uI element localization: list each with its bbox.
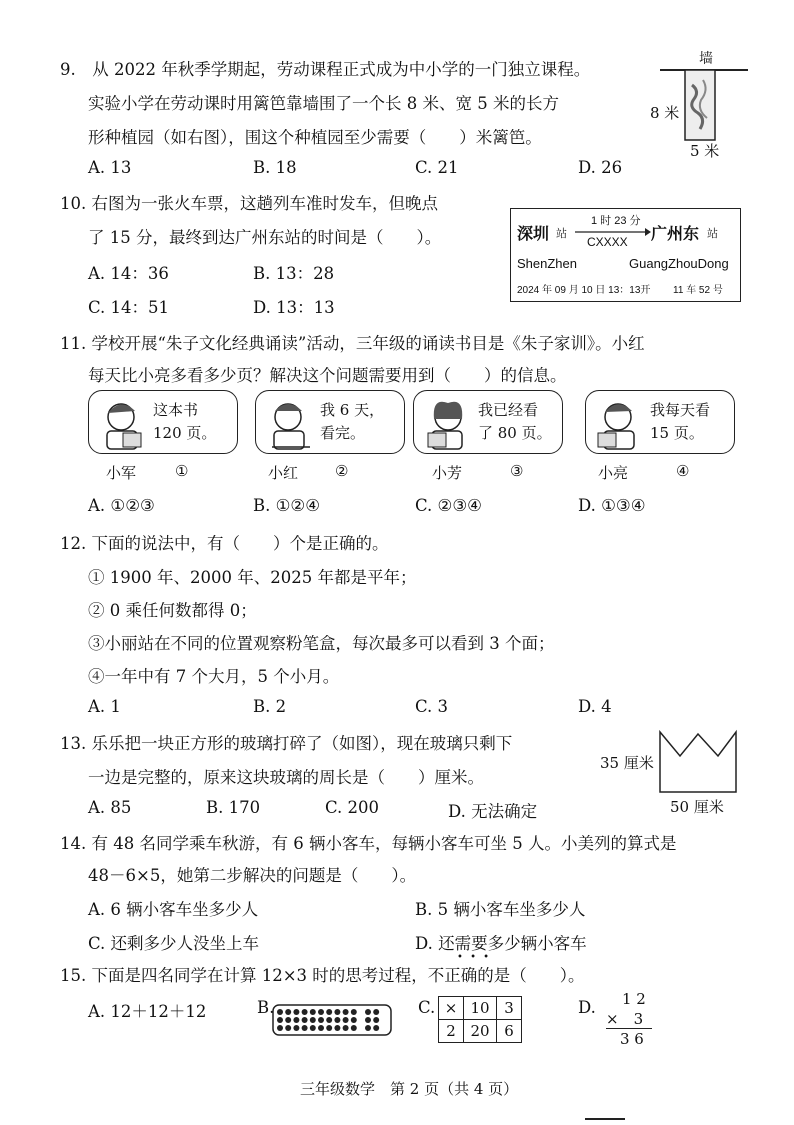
ticket-to-suffix: 站 bbox=[707, 228, 718, 240]
speech-bubble-2 bbox=[255, 390, 405, 454]
ticket-to-pinyin: GuangZhouDong bbox=[629, 256, 729, 271]
dot bbox=[343, 1025, 349, 1031]
q9-option-a[interactable]: A. 13 bbox=[88, 158, 132, 177]
q11-line1: 11. 学校开展“朱子文化经典诵读”活动，三年级的诵读书目是《朱子家训》。小红 bbox=[60, 334, 645, 353]
q14-option-d[interactable]: D. 还需要多少辆小客车 bbox=[415, 934, 587, 953]
vertical-top: 1 2 bbox=[622, 990, 646, 1008]
q13-option-c[interactable]: C. 200 bbox=[325, 798, 380, 817]
q12-option-d[interactable]: D. 4 bbox=[578, 697, 612, 716]
q10-line1: 10. 右图为一张火车票，这趟列车准时发车，但晚点 bbox=[60, 194, 438, 213]
q12-option-a[interactable]: A. 1 bbox=[88, 697, 121, 716]
ticket-date: 2024 年 09 月 10 日 13：13开 bbox=[517, 285, 651, 296]
vertical-rule bbox=[606, 1028, 652, 1029]
q11-option-c[interactable]: C. ②③④ bbox=[415, 496, 482, 515]
q13-option-b[interactable]: B. 170 bbox=[206, 798, 261, 817]
bubble-4-name: 小亮 bbox=[598, 464, 629, 482]
dot bbox=[326, 1009, 332, 1015]
bubble-2-line1: 我 6 天， bbox=[320, 401, 385, 419]
ticket-from: 深圳 bbox=[517, 224, 550, 243]
student-icon bbox=[594, 397, 646, 451]
q15-line1: 15. 下面是四名同学在计算 12×3 时的思考过程，不正确的是（ ）。 bbox=[60, 966, 585, 985]
q12-statement-4: ④一年中有 7 个大月，5 个小月。 bbox=[88, 667, 340, 686]
dot bbox=[334, 1009, 340, 1015]
speech-bubble-4 bbox=[585, 390, 735, 454]
dot bbox=[310, 1025, 316, 1031]
bubble-3-line2: 了 80 页。 bbox=[478, 424, 552, 442]
dot-array-diagram bbox=[272, 1004, 394, 1038]
bubble-1-line1: 这本书 bbox=[153, 401, 199, 419]
q13-line2: 一边是完整的，原来这块玻璃的周长是（ ）厘米。 bbox=[88, 768, 484, 787]
table-cell: 20 bbox=[464, 1020, 497, 1043]
width-label: 5 米 bbox=[690, 142, 720, 160]
ticket-duration: 1 时 23 分 bbox=[591, 215, 641, 227]
dot bbox=[302, 1017, 308, 1023]
q10-option-b[interactable]: B. 13：28 bbox=[253, 264, 335, 283]
ticket-from-pinyin: ShenZhen bbox=[517, 256, 577, 271]
dot bbox=[293, 1025, 299, 1031]
q10-option-c[interactable]: C. 14：51 bbox=[88, 298, 170, 317]
dot bbox=[351, 1017, 357, 1023]
bubble-2-line2: 看完。 bbox=[320, 424, 366, 442]
wall-label: 墙 bbox=[699, 51, 713, 67]
q14-line2: 48－6×5，她第二步解决的问题是（ ）。 bbox=[88, 866, 417, 885]
q14-option-c[interactable]: C. 还剩多少人没坐上车 bbox=[88, 934, 260, 953]
q9-line3: 形种植园（如右图），围这个种植园至少需要（ ）米篱笆。 bbox=[88, 128, 542, 147]
q13-line1: 13. 乐乐把一块正方形的玻璃打碎了（如图），现在玻璃只剩下 bbox=[60, 734, 513, 753]
bubble-3-line1: 我已经看 bbox=[478, 401, 539, 419]
q12-statement-3: ③小丽站在不同的位置观察粉笔盒，每次最多可以看到 3 个面； bbox=[88, 634, 555, 653]
q11-option-a[interactable]: A. ①②③ bbox=[88, 496, 155, 515]
q11-option-d[interactable]: D. ①③④ bbox=[578, 496, 646, 515]
q14-option-b[interactable]: B. 5 辆小客车坐多少人 bbox=[415, 900, 586, 919]
q13-figure bbox=[600, 728, 770, 818]
speech-bubble-1 bbox=[88, 390, 238, 454]
bubble-1-num: ① bbox=[175, 462, 189, 480]
bottom-length-label: 50 厘米 bbox=[670, 798, 724, 816]
dot bbox=[293, 1017, 299, 1023]
q14-option-a[interactable]: A. 6 辆小客车坐多少人 bbox=[88, 900, 259, 919]
broken-glass-diagram bbox=[658, 728, 738, 794]
dot bbox=[334, 1025, 340, 1031]
q9-option-d[interactable]: D. 26 bbox=[578, 158, 623, 177]
ticket-to: 广州东 bbox=[651, 224, 700, 243]
q9-line2: 实验小学在劳动课时用篱笆靠墙围了一个长 8 米、宽 5 米的长方 bbox=[88, 94, 559, 113]
q15-option-a[interactable]: A. 12＋12＋12 bbox=[88, 1002, 207, 1021]
dot bbox=[302, 1025, 308, 1031]
bubble-4-line1: 我每天看 bbox=[650, 401, 711, 419]
dot-array-group bbox=[273, 1005, 391, 1035]
side-length-label: 35 厘米 bbox=[600, 754, 654, 772]
dot bbox=[285, 1009, 291, 1015]
dot bbox=[334, 1017, 340, 1023]
q10-option-a[interactable]: A. 14：36 bbox=[88, 264, 169, 283]
q9-option-c[interactable]: C. 21 bbox=[415, 158, 459, 177]
dot bbox=[373, 1009, 379, 1015]
q15-option-b[interactable]: B. bbox=[257, 998, 275, 1017]
bubble-4-line2: 15 页。 bbox=[650, 424, 704, 442]
emphasis-dots: • • • bbox=[457, 952, 492, 963]
bubble-2-name: 小红 bbox=[268, 464, 299, 482]
dot bbox=[365, 1009, 371, 1015]
bubble-1-name: 小军 bbox=[106, 464, 137, 482]
q9-figure bbox=[640, 40, 760, 160]
q11-option-b[interactable]: B. ①②④ bbox=[253, 496, 320, 515]
dot bbox=[285, 1025, 291, 1031]
q13-option-a[interactable]: A. 85 bbox=[88, 798, 132, 817]
table-cell: 3 bbox=[497, 997, 522, 1020]
vertical-bottom: 3 6 bbox=[620, 1030, 644, 1048]
multiplication-table bbox=[438, 996, 522, 1043]
dot bbox=[373, 1017, 379, 1023]
dot bbox=[343, 1009, 349, 1015]
bubble-1-line2: 120 页。 bbox=[153, 424, 217, 442]
dot bbox=[326, 1017, 332, 1023]
dot bbox=[310, 1009, 316, 1015]
ticket-train: CXXXX bbox=[587, 235, 628, 249]
dot bbox=[310, 1017, 316, 1023]
q11-line2: 每天比小亮多看多少页？解决这个问题需要用到（ ）的信息。 bbox=[88, 366, 567, 385]
dot bbox=[365, 1025, 371, 1031]
vertical-multiplication bbox=[604, 990, 664, 1050]
dot bbox=[326, 1025, 332, 1031]
q10-line2: 了 15 分，最终到达广州东站的时间是（ ）。 bbox=[88, 228, 442, 247]
dot bbox=[318, 1009, 324, 1015]
dot bbox=[318, 1025, 324, 1031]
ticket-seat: 11 车 52 号 bbox=[673, 285, 723, 296]
bubble-2-num: ② bbox=[335, 462, 349, 480]
bubble-4-num: ④ bbox=[676, 462, 690, 480]
dot bbox=[365, 1017, 371, 1023]
dot bbox=[293, 1009, 299, 1015]
footer-mark bbox=[585, 1118, 625, 1120]
dot bbox=[277, 1025, 283, 1031]
dot bbox=[351, 1025, 357, 1031]
q12-option-c[interactable]: C. 3 bbox=[415, 697, 449, 716]
q12-statement-1: ① 1900 年、2000 年、2025 年都是平年； bbox=[88, 568, 417, 587]
q12-line1: 12. 下面的说法中，有（ ）个是正确的。 bbox=[60, 534, 389, 553]
table-cell: 10 bbox=[464, 997, 497, 1020]
dot bbox=[351, 1009, 357, 1015]
train-ticket bbox=[510, 208, 741, 302]
vertical-mid: × 3 bbox=[606, 1010, 644, 1028]
dot bbox=[373, 1025, 379, 1031]
q12-statement-2: ② 0 乘任何数都得 0； bbox=[88, 601, 257, 620]
table-cell: × bbox=[439, 997, 464, 1020]
ticket-from-suffix: 站 bbox=[556, 228, 567, 240]
table-cell: 2 bbox=[439, 1020, 464, 1043]
dot bbox=[277, 1009, 283, 1015]
dot bbox=[285, 1017, 291, 1023]
length-label: 8 米 bbox=[650, 104, 680, 122]
table-row bbox=[439, 997, 522, 1020]
bubble-3-num: ③ bbox=[510, 462, 524, 480]
page-footer: 三年级数学 第 2 页（共 4 页） bbox=[300, 1080, 519, 1098]
q10-option-d[interactable]: D. 13：13 bbox=[253, 298, 335, 317]
q13-option-d[interactable]: D. 无法确定 bbox=[448, 802, 538, 821]
table-cell: 6 bbox=[497, 1020, 522, 1043]
dot bbox=[302, 1009, 308, 1015]
q9-line1: 9. 从 2022 年秋季学期起，劳动课程正式成为中小学的一门独立课程。 bbox=[60, 60, 591, 79]
q14-line1: 14. 有 48 名同学乘车秋游，有 6 辆小客车，每辆小客车可坐 5 人。小美列的算式是 bbox=[60, 834, 677, 853]
q12-option-b[interactable]: B. 2 bbox=[253, 697, 287, 716]
dot bbox=[318, 1017, 324, 1023]
q9-option-b[interactable]: B. 18 bbox=[253, 158, 297, 177]
q15-option-d[interactable]: D. bbox=[578, 998, 596, 1017]
dot bbox=[277, 1017, 283, 1023]
student-icon bbox=[97, 397, 149, 451]
dot bbox=[343, 1017, 349, 1023]
q15-option-c[interactable]: C. bbox=[418, 998, 436, 1017]
student-icon bbox=[422, 397, 474, 451]
student-icon bbox=[264, 397, 316, 451]
table-row bbox=[439, 1020, 522, 1043]
bubble-3-name: 小芳 bbox=[432, 464, 463, 482]
speech-bubble-3 bbox=[413, 390, 563, 454]
